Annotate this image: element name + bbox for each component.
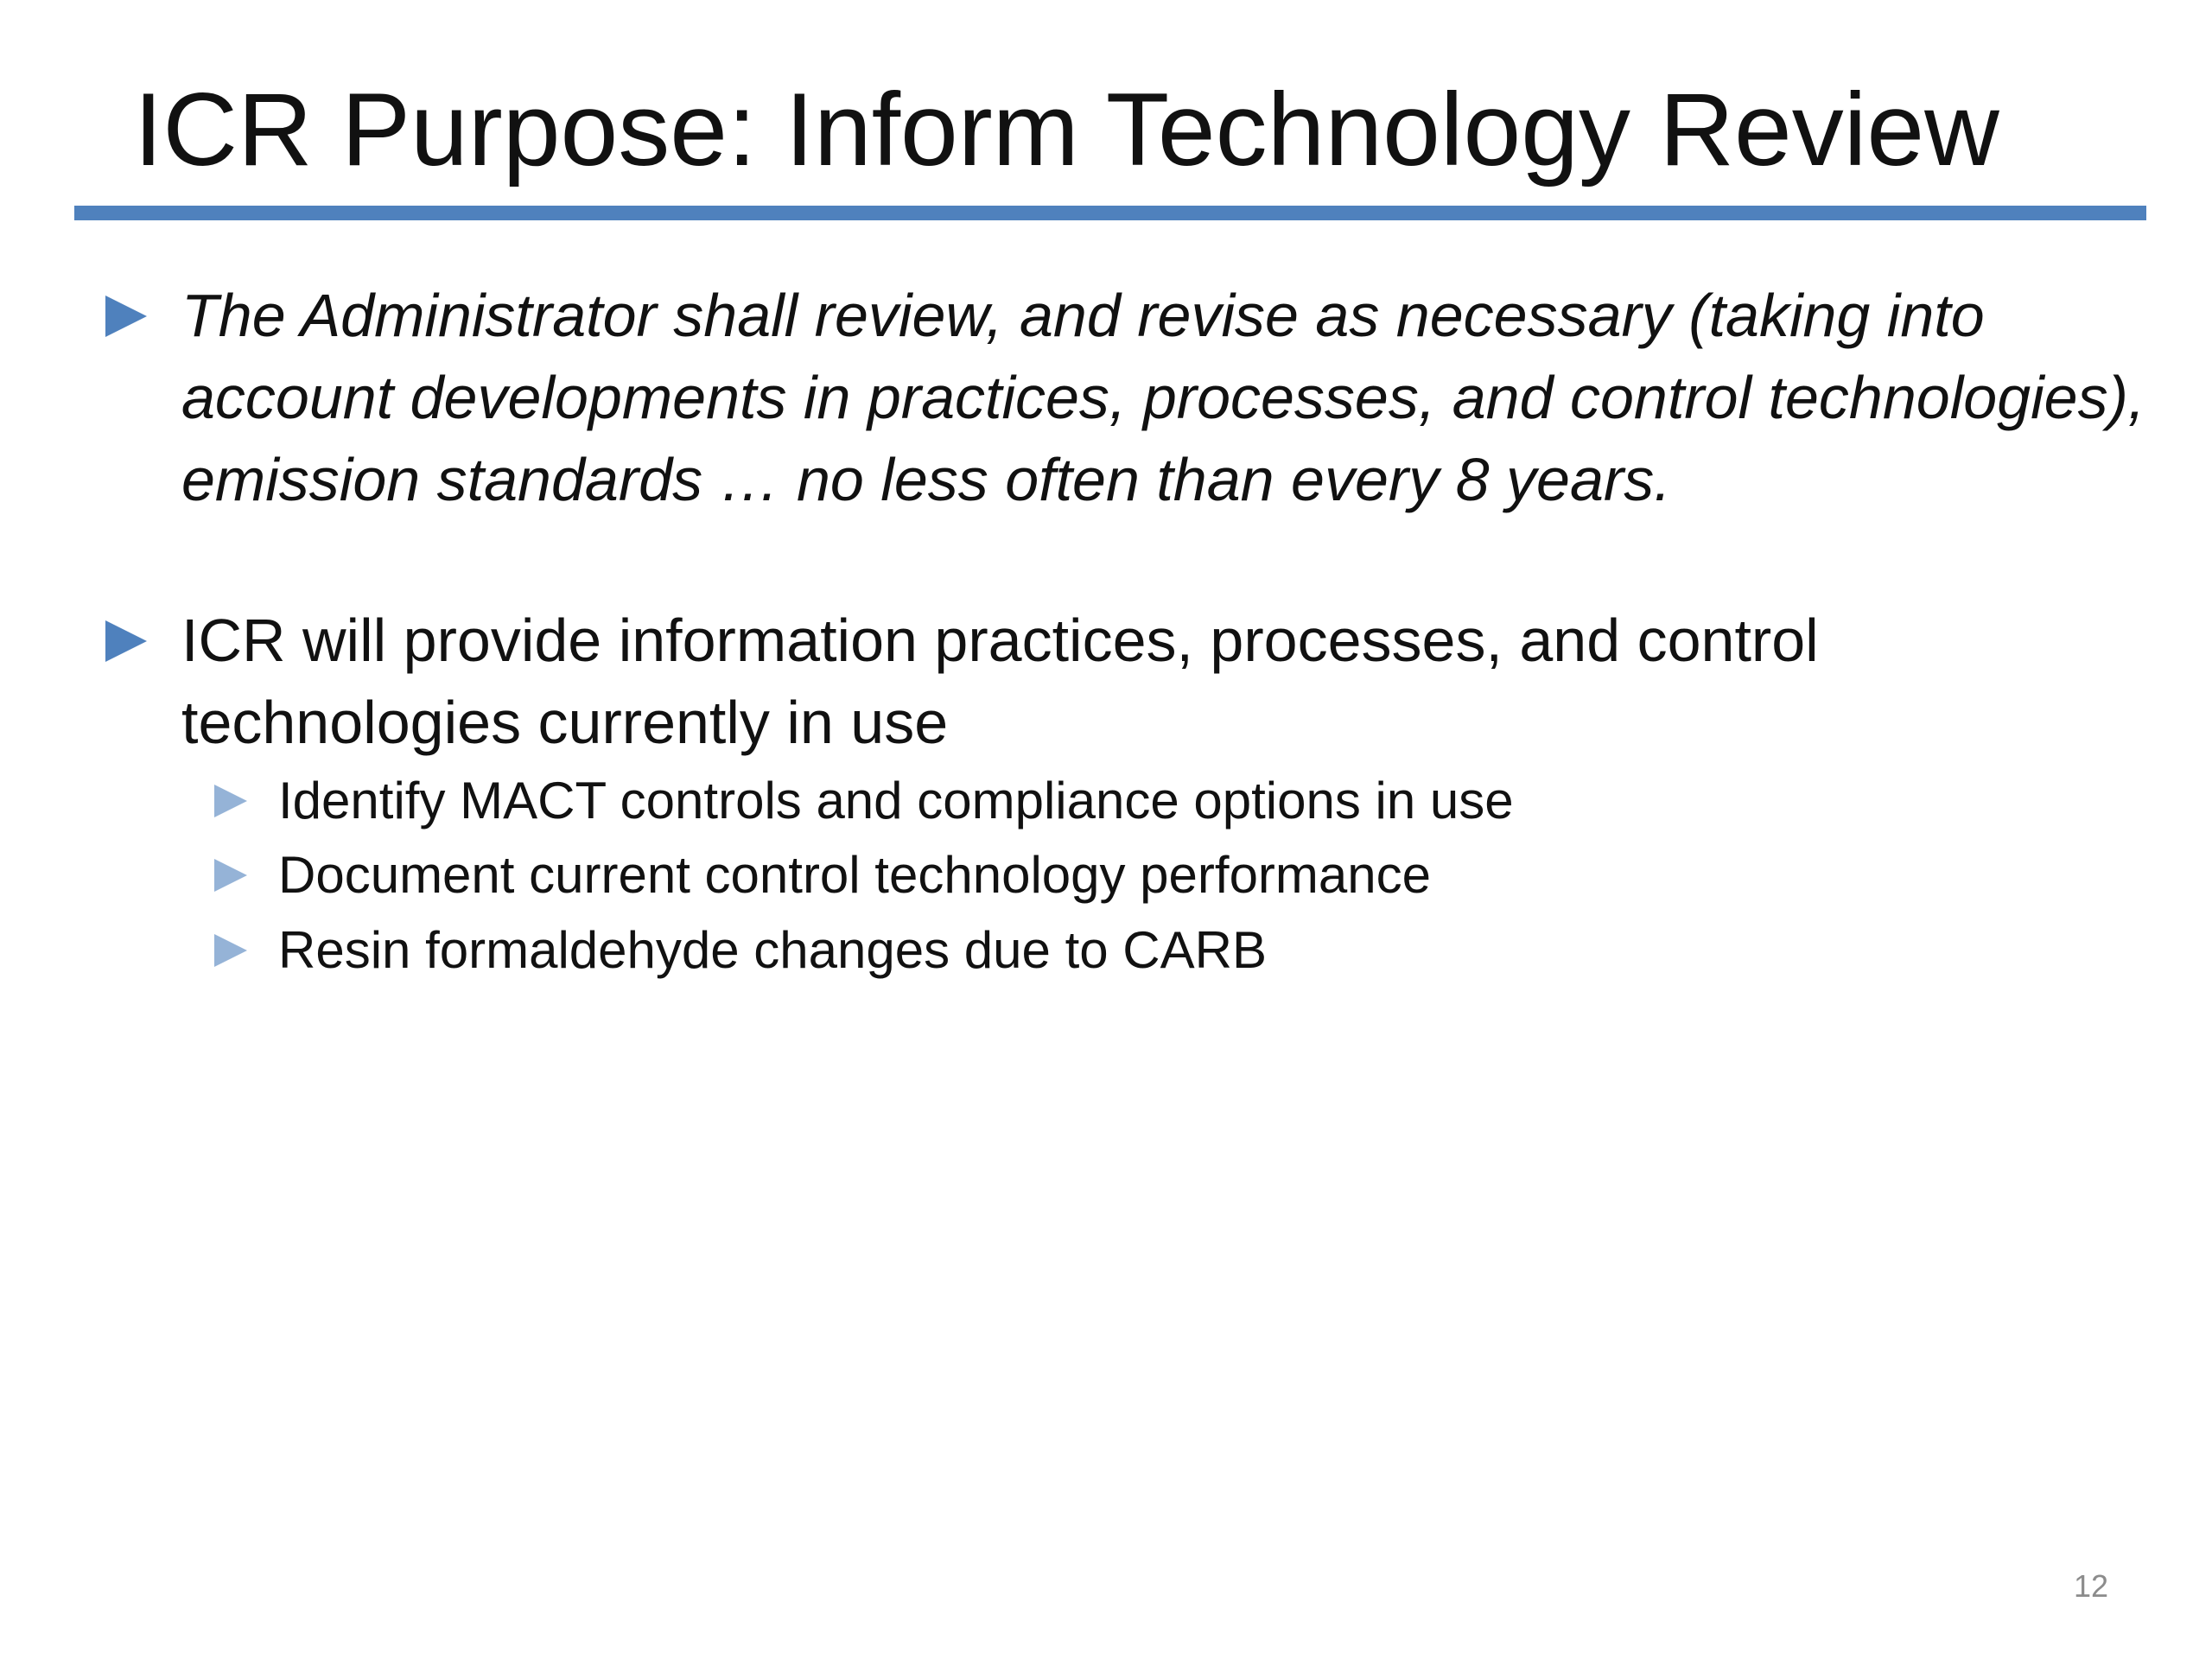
bullet-arrow-icon — [105, 296, 147, 337]
sub-bullet-mact: Identify MACT controls and compliance options in use — [278, 772, 1514, 830]
bullet-quote-line-2: account developments in practices, processes, and control technologies), — [181, 364, 2145, 431]
sub-bullet-performance: Document current control technology performance — [278, 846, 1432, 904]
sub-bullet-arrow-icon — [214, 859, 247, 892]
bullet-quote-line-1: The Administrator shall review, and revise as necessary (taking into — [181, 282, 1985, 349]
bullet-arrow-icon — [105, 620, 147, 662]
title-underline — [74, 206, 2146, 220]
bullet-icr-line-1: ICR will provide information practices, processes, and control — [181, 607, 1819, 674]
sub-bullet-carb: Resin formaldehyde changes due to CARB — [278, 921, 1267, 979]
sub-bullet-arrow-icon — [214, 785, 247, 817]
bullet-icr-line-2: technologies currently in use — [181, 689, 949, 756]
slide-title: ICR Purpose: Inform Technology Review — [134, 72, 1999, 188]
sub-bullet-arrow-icon — [214, 934, 247, 967]
bullet-quote-line-3: emission standards … no less often than every 8 years. — [181, 446, 1671, 513]
page-number: 12 — [2073, 1568, 2108, 1604]
